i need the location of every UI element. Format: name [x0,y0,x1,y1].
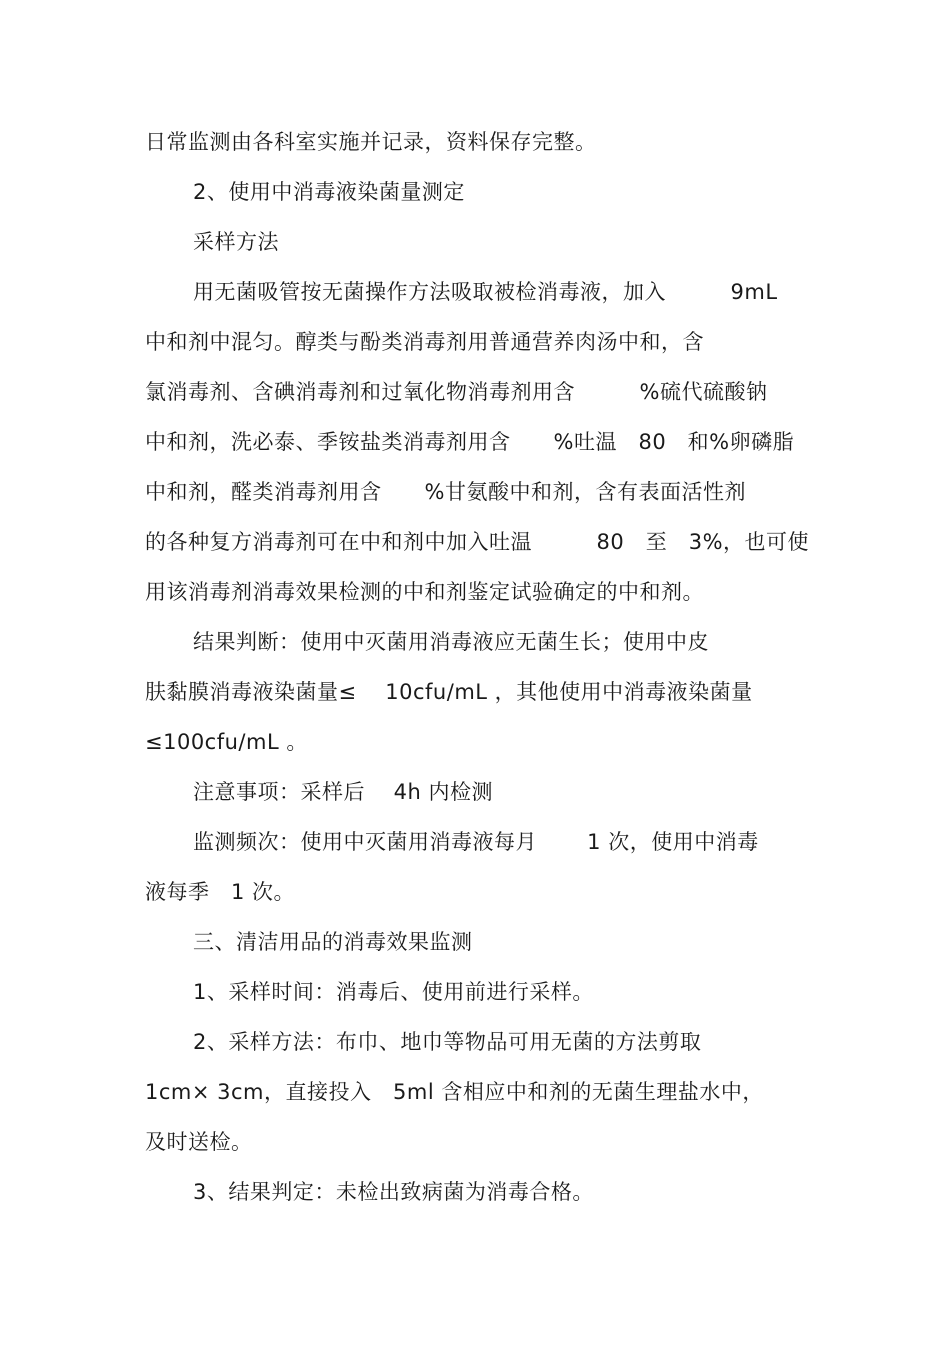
text-line: 2、采样方法：布巾、地巾等物品可用无菌的方法剪取 [193,1030,702,1054]
subheading: 采样方法 [193,230,279,254]
text-line: 中和剂中混匀。醇类与酚类消毒剂用普通营养肉汤中和，含 [145,330,704,354]
text-line: 肤黏膜消毒液染菌量≤ 10cfu/mL ，其他使用中消毒液染菌量 [145,680,753,704]
text-line: 液每季 1 次。 [145,880,296,904]
text-line: 中和剂，洗必泰、季铵盐类消毒剂用含 %吐温 80 和%卵磷脂 [145,430,795,454]
section-heading: 2、使用中消毒液染菌量测定 [193,180,465,204]
text-line: 3、结果判定：未检出致病菌为消毒合格。 [193,1180,594,1204]
text-line: 及时送检。 [145,1130,253,1154]
text-line: 1、采样时间：消毒后、使用前进行采样。 [193,980,594,1004]
text-line: 用无菌吸管按无菌操作方法吸取被检消毒液，加入 9mL [193,280,778,304]
text-line: 的各种复方消毒剂可在中和剂中加入吐温 80 至 3%，也可使 [145,530,810,554]
text-line: 监测频次：使用中灭菌用消毒液每月 1 次，使用中消毒 [193,830,759,854]
text-line: 注意事项：采样后 4h 内检测 [193,780,494,804]
text-line: 日常监测由各科室实施并记录，资料保存完整。 [145,130,597,154]
text-line: ≤100cfu/mL 。 [145,730,308,754]
text-line: 氯消毒剂、含碘消毒剂和过氧化物消毒剂用含 %硫代硫酸钠 [145,380,768,404]
text-line: 中和剂，醛类消毒剂用含 %甘氨酸中和剂，含有表面活性剂 [145,480,746,504]
text-line: 结果判断：使用中灭菌用消毒液应无菌生长；使用中皮 [193,630,709,654]
section-heading: 三、清洁用品的消毒效果监测 [193,930,473,954]
text-line: 1cm× 3cm，直接投入 5ml 含相应中和剂的无菌生理盐水中， [145,1080,764,1104]
text-line: 用该消毒剂消毒效果检测的中和剂鉴定试验确定的中和剂。 [145,580,704,604]
